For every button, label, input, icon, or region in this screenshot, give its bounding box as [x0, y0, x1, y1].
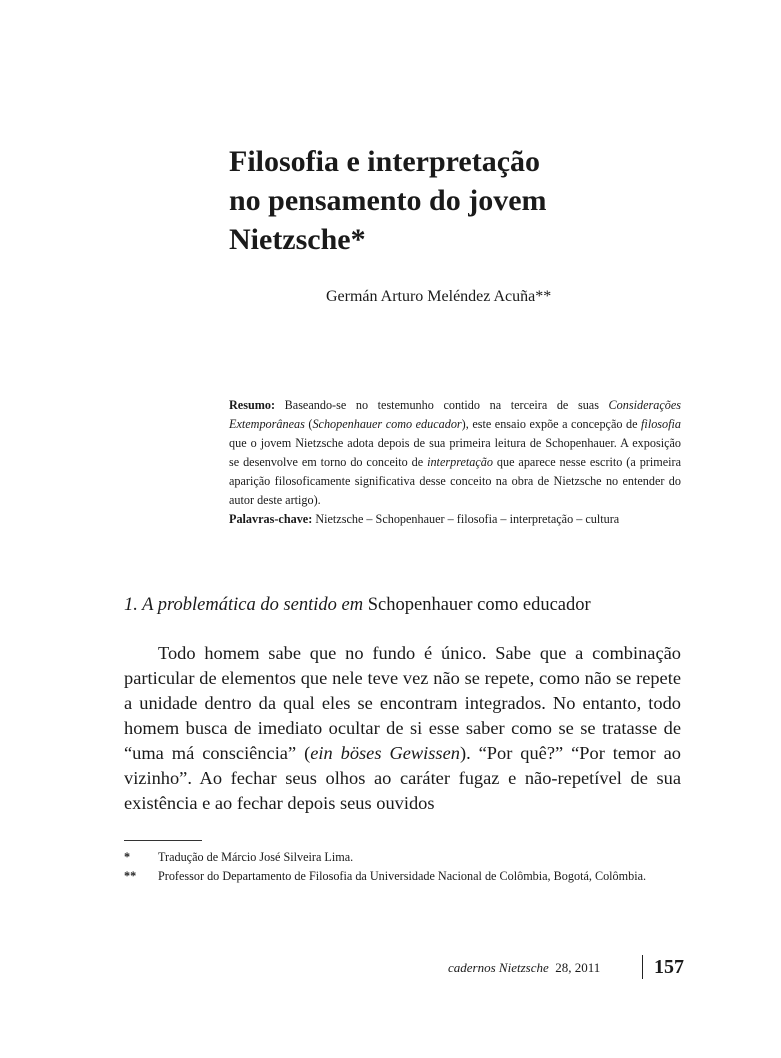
footnote-mark: **: [124, 869, 137, 883]
footnotes: [124, 848, 681, 886]
abstract-text-4: que o jovem Nietzsche adota depois de sua primeira leitura de Schopenhauer. A exposição se desenvolve em torno do conceito de: [229, 436, 681, 469]
footnote-divider: [124, 840, 202, 841]
title-line-1: Filosofia e interpretação: [229, 145, 541, 178]
journal-name-1: cadernos: [448, 960, 496, 975]
abstract-italic-4: interpretação: [427, 455, 493, 469]
keywords-label: Palavras-chave:: [229, 512, 313, 526]
section-number: 1.: [124, 595, 138, 615]
abstract-text-3: ), este ensaio expõe a concepção de: [461, 417, 642, 431]
body-paragraph: [124, 641, 681, 816]
abstract-text-2: (: [304, 417, 313, 431]
author-name: Germán Arturo Meléndez Acuña**: [326, 288, 552, 305]
journal-name-2: Nietzsche: [498, 960, 549, 975]
abstract-text-1: Baseando-se no testemunho contido na terceira de suas: [275, 398, 609, 412]
abstract-block: [229, 396, 681, 529]
abstract-label: Resumo:: [229, 398, 276, 412]
footnote-2: [124, 867, 681, 886]
section-heading: [124, 595, 591, 616]
page-number: 157: [654, 956, 684, 978]
abstract-italic-3: filosofia: [641, 417, 682, 431]
keywords-text: Nietzsche – Schopenhauer – filosofia – interpretação – cultura: [312, 512, 620, 526]
title-line-2: no pensamento do jovem: [229, 184, 547, 217]
body-italic: ein böses Gewissen: [310, 743, 460, 763]
footnote-text: Tradução de Márcio José Silveira Lima.: [158, 850, 354, 864]
title-line-3: Nietzsche*: [229, 223, 366, 256]
body-text: [124, 641, 681, 816]
footnote-mark: *: [124, 850, 131, 864]
footnote-text: Professor do Departamento de Filosofia da Universidade Nacional de Colômbia, Bogotá, Colômbia.: [158, 869, 647, 883]
abstract-italic-2: Schopenhauer como educador: [312, 417, 462, 431]
footnote-1: [124, 848, 681, 867]
running-footer: [448, 960, 600, 976]
article-title: [229, 142, 689, 259]
abstract-text-5: que aparece nesse escrito (a primeira aparição filosoficamente significativa desse conceito na obra de Nietzsche no entender do autor deste artigo).: [229, 455, 681, 507]
body-text-2: ). “Por quê?” “Por temor ao vizinho”. Ao fechar seus olhos ao caráter fugaz e não-repetível de sua existência e ao fechar depois seus ouvidos: [124, 743, 681, 813]
section-italic-title: A problemática do sentido em: [137, 595, 364, 615]
body-text-1: Todo homem sabe que no fundo é único. Sabe que a combinação particular de elementos que nele teve vez não se repete, como não se repete a unidade dentro da qual eles se encontram integrados. No entanto, todo homem busca de imediato ocultar de si esse saber como se se tratasse de “uma má consciência” (: [124, 643, 681, 763]
section-title-rest: Schopenhauer como educador: [363, 595, 591, 615]
journal-issue: 28, 2011: [555, 960, 601, 975]
abstract-italic-1: Considerações Extemporâneas: [229, 398, 681, 431]
footer-divider: [642, 955, 643, 979]
